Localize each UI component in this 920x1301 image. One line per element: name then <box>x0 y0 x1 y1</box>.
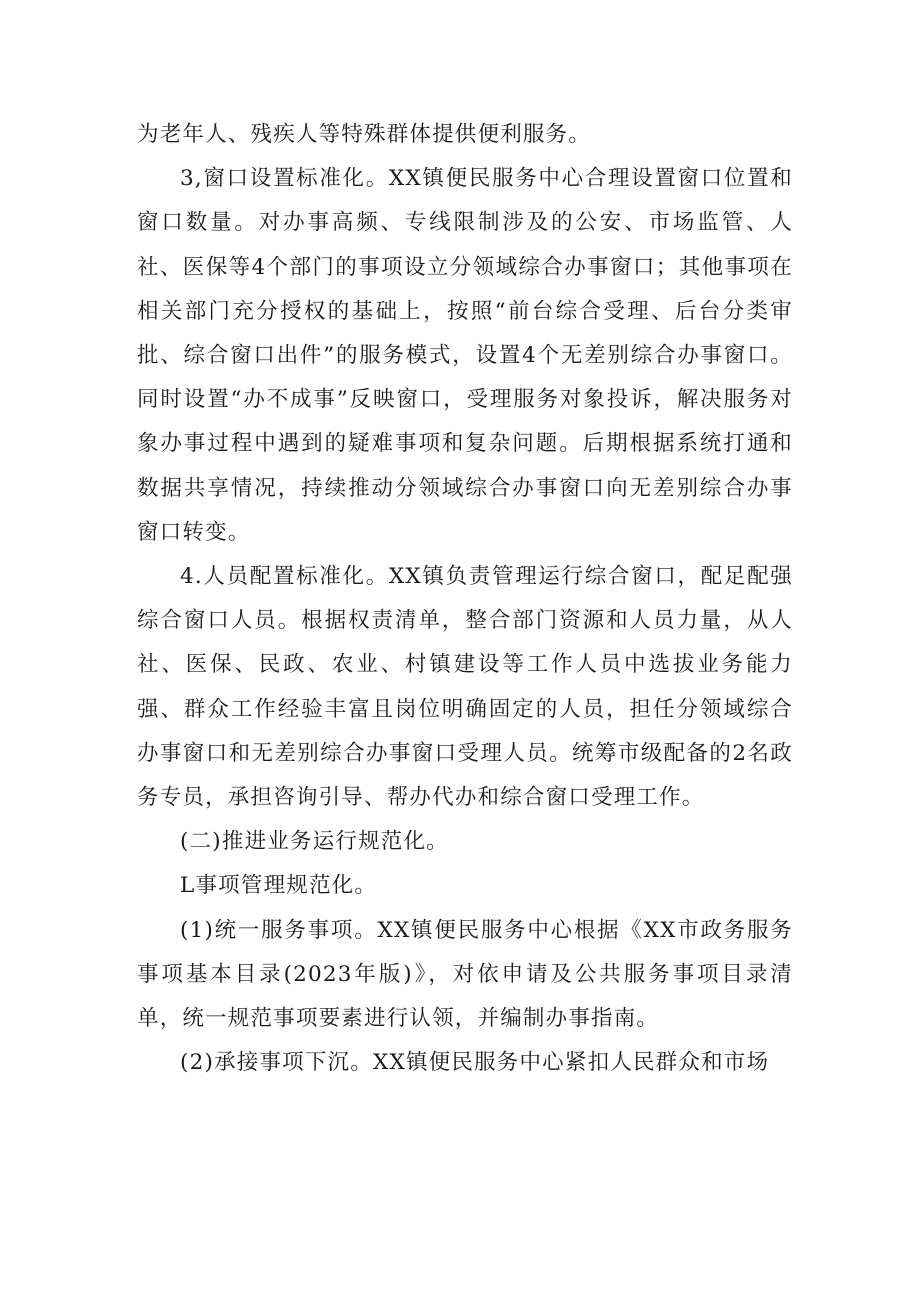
subheading-item-management: L事项管理规范化。 <box>180 873 378 899</box>
document-body <box>137 113 793 1085</box>
paragraph-unified-services: (1)统一服务事项。XX镇便民服务中心根据《XX市政务服务事项基本目录(2023年版)》，对依申请及公共服务事项目录清单，统一规范事项要素进行认领，并编制办事指南。 <box>137 917 793 1032</box>
paragraph-staffing: 4.人员配置标准化。XX镇负责管理运行综合窗口，配足配强综合窗口人员。根据权责清单，整合部门资源和人员力量，从人社、医保、民政、农业、村镇建设等工作人员中选拔业务能力强、群众工作经验丰富且岗位明确固定的人员，担任分领域综合办事窗口和无差别综合办事窗口受理人员。统筹市级配备的2名政务专员，承担咨询引导、帮办代办和综合窗口受理工作。 <box>137 564 793 811</box>
paragraph-continuation: 为老年人、残疾人等特殊群体提供便利服务。 <box>137 122 592 147</box>
section-heading-business-operation: (二)推进业务运行规范化。 <box>180 829 449 855</box>
paragraph-window-setup: 3,窗口设置标准化。XX镇便民服务中心合理设置窗口位置和窗口数量。对办事高频、专线限制涉及的公安、市场监管、人社、医保等4个部门的事项设立分领域综合办事窗口；其他事项在相关部门充分授权的基础上，按照“前台综合受理、后台分类审批、综合窗口出件”的服务模式，设置4个无差别综合办事窗口。同时设置“办不成事”反映窗口，受理服务对象投诉，解决服务对象办事过程中遇到的疑难事项和复杂问题。后期根据系统打通和数据共享情况，持续推动分领域综合办事窗口向无差别综合办事窗口转变。 <box>137 166 793 545</box>
paragraph-item-delegation: (2)承接事项下沉。XX镇便民服务中心紧扣人民群众和市场 <box>180 1050 770 1076</box>
